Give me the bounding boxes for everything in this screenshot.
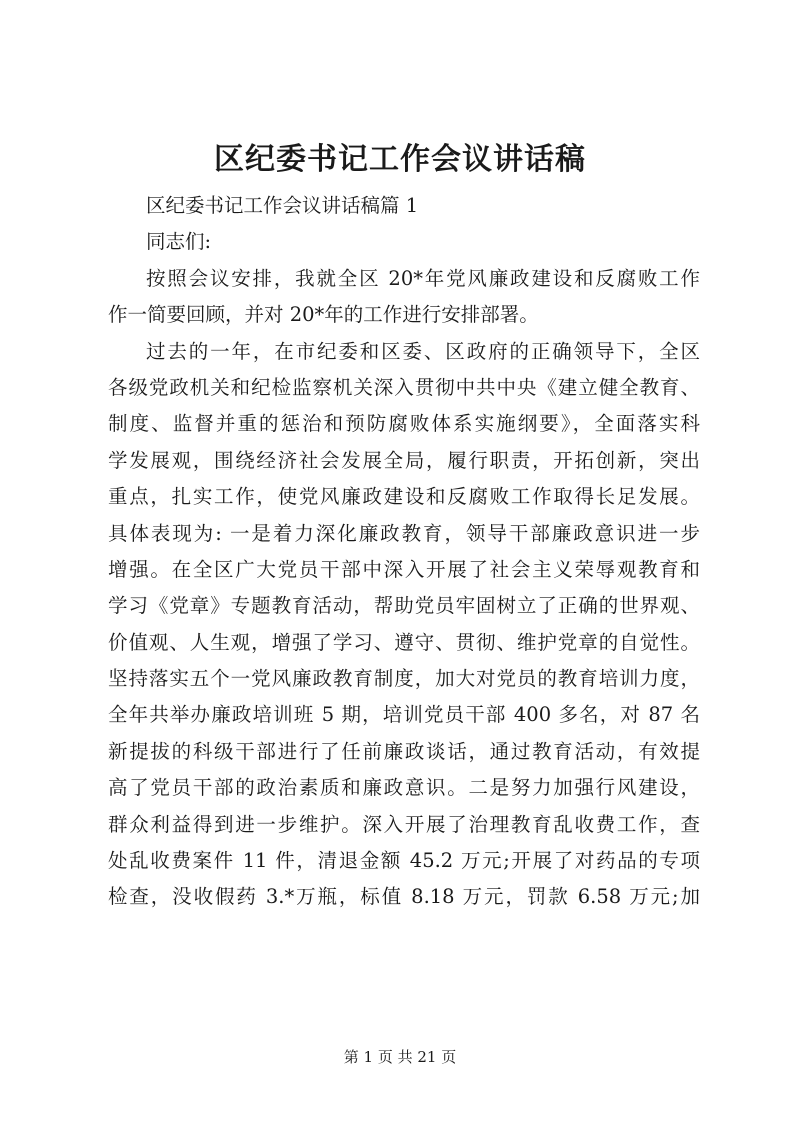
text-line: 群众利益得到进一步维护。深入开展了治理教育乱收费工作，查 bbox=[108, 812, 700, 836]
paragraph-review bbox=[108, 334, 700, 916]
paragraph-heading bbox=[108, 188, 700, 224]
text-line: 价值观、人生观，增强了学习、遵守、贯彻、维护党章的自觉性。 bbox=[108, 630, 700, 654]
document-body bbox=[108, 188, 700, 916]
text-line: 新提拔的科级干部进行了任前廉政谈话，通过教育活动，有效提 bbox=[108, 739, 700, 763]
text-line: 学发展观，围绕经济社会发展全局，履行职责，开拓创新，突出 bbox=[108, 448, 700, 472]
text-line: 重点，扎实工作，使党风廉政建设和反腐败工作取得长足发展。 bbox=[108, 485, 700, 509]
text-line: 处乱收费案件 11 件，清退金额 45.2 万元;开展了对药品的专项 bbox=[108, 849, 700, 873]
text-line: 同志们: bbox=[146, 230, 212, 254]
text-line: 按照会议安排，我就全区 20*年党风廉政建设和反腐败工作 bbox=[146, 266, 700, 290]
text-line: 各级党政机关和纪检监察机关深入贯彻中共中央《建立健全教育、 bbox=[108, 375, 700, 399]
text-line: 坚持落实五个一党风廉政教育制度，加大对党员的教育培训力度， bbox=[108, 667, 700, 691]
text-line: 高了党员干部的政治素质和廉政意识。二是努力加强行风建设， bbox=[108, 776, 700, 800]
document-title: 区纪委书记工作会议讲话稿 bbox=[214, 142, 586, 177]
text-line: 作一简要回顾，并对 20*年的工作进行安排部署。 bbox=[108, 303, 539, 327]
text-line: 全年共举办廉政培训班 5 期，培训党员干部 400 多名，对 87 名 bbox=[108, 703, 700, 727]
paragraph-intro bbox=[108, 261, 700, 334]
text-line: 区纪委书记工作会议讲话稿篇 1 bbox=[146, 194, 419, 217]
text-line: 增强。在全区广大党员干部中深入开展了社会主义荣辱观教育和 bbox=[108, 557, 700, 581]
text-line: 学习《党章》专题教育活动，帮助党员牢固树立了正确的世界观、 bbox=[108, 594, 700, 618]
text-line: 过去的一年，在市纪委和区委、区政府的正确领导下，全区 bbox=[146, 339, 700, 363]
text-line: 检查，没收假药 3.*万瓶，标值 8.18 万元，罚款 6.58 万元;加 bbox=[108, 885, 700, 909]
text-line: 具体表现为: 一是着力深化廉政教育，领导干部廉政意识进一步 bbox=[108, 521, 700, 545]
text-line: 制度、监督并重的惩治和预防腐败体系实施纲要》，全面落实科 bbox=[108, 412, 700, 436]
paragraph-salutation bbox=[108, 224, 700, 260]
page-number-footer: 第 1 页 共 21 页 bbox=[343, 1048, 457, 1066]
